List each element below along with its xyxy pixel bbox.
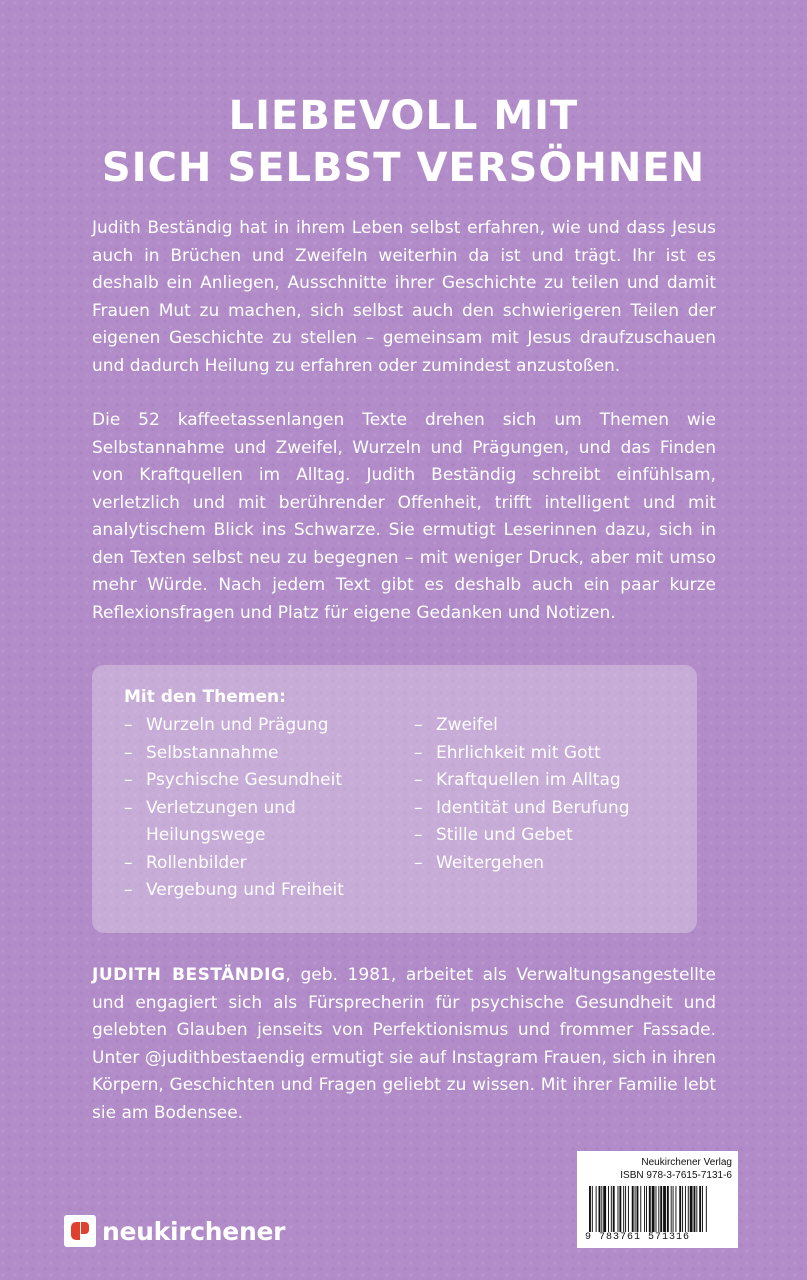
themes-heading: Mit den Themen: [124, 687, 286, 707]
barcode-bar [592, 1186, 593, 1232]
barcode-bar [599, 1186, 601, 1232]
barcode-bar [603, 1186, 606, 1232]
dash-marker: – [414, 825, 423, 845]
barcode-bar [589, 1186, 591, 1232]
dash-marker: – [124, 797, 133, 818]
book-title [0, 90, 807, 194]
theme-item: – Psychische Gesundheit [124, 767, 414, 795]
barcode-bar [649, 1186, 651, 1232]
intro-paragraph: Judith Beständig hat in ihrem Leben selbst erfahren, wie und dass Jesus auch in Brüchen und Zweifeln weiterhin da ist und trägt. Ihr ist es deshalb ein Anliegen, Ausschnitte ihrer Geschichte zu teilen und damit Frauen Mut zu machen, sich selbst auch den schwierigeren Teilen der eigenen Geschichte zu stellen – gemeinsam mit Jesus draufzuschauen und dadurch Heilung zu erfahren oder zumindest anzustoßen. [92, 218, 716, 376]
themes-columns [124, 712, 665, 905]
barcode-bar [660, 1186, 662, 1232]
barcode-bar [635, 1186, 636, 1232]
theme-item: – Wurzeln und Prägung [124, 712, 414, 740]
barcode [585, 1186, 732, 1232]
theme-item: – Identität und Berufung [414, 795, 630, 823]
author-bio [92, 962, 716, 1127]
barcode-bar [658, 1186, 659, 1232]
theme-item: – Ehrlichkeit mit Gott [414, 740, 630, 768]
barcode-bar [628, 1186, 629, 1232]
isbn-publisher: Neukirchener Verlag [641, 1157, 732, 1168]
barcode-bar [637, 1186, 639, 1232]
dash-marker: – [124, 742, 133, 763]
barcode-bar [667, 1186, 669, 1232]
barcode-bar [682, 1186, 683, 1232]
barcode-bar [632, 1186, 634, 1232]
barcode-bars [585, 1186, 732, 1232]
barcode-bar [596, 1186, 597, 1232]
barcode-bar [618, 1186, 619, 1232]
barcode-bar [640, 1186, 641, 1232]
barcode-bar [699, 1186, 701, 1232]
dash-marker: – [124, 770, 133, 790]
dash-marker: – [124, 715, 133, 735]
barcode-bar [696, 1186, 697, 1232]
barcode-bar [601, 1186, 602, 1232]
barcode-bar [673, 1186, 674, 1232]
barcode-bar [702, 1186, 703, 1232]
dash-marker: – [414, 770, 423, 790]
barcode-bar [706, 1186, 707, 1232]
barcode-bar [688, 1186, 689, 1232]
theme-item: – Rollenbilder [124, 850, 414, 878]
theme-item: – Selbstannahme [124, 740, 414, 768]
publisher-logo-text: neukirchener [102, 1216, 286, 1246]
barcode-bar [619, 1186, 621, 1232]
isbn-number: ISBN 978-3-7615-7131-6 [620, 1170, 732, 1181]
theme-item: – Vergebung und Freiheit [124, 877, 414, 905]
barcode-bar [675, 1186, 676, 1232]
title-line-1: LIEBEVOLL MIT [228, 93, 579, 139]
dash-marker: – [414, 715, 423, 735]
theme-item: – Stille und Gebet [414, 822, 630, 850]
themes-list-left [124, 712, 414, 905]
dash-marker: – [414, 742, 423, 763]
barcode-bar [646, 1186, 647, 1232]
description-paragraph: Die 52 kaffeetassenlangen Texte drehen sich um Themen wie Selbstannahme und Zweifel, Wurzeln und Prägungen, und das Finden von Kraftquellen im Alltag. Judith Beständig schreibt einfühlsam, verletzlich und mit berührender Offenheit, trifft intelligent und mit analytischem Blick ins Schwarze. Sie ermutigt Leserinnen dazu, sich in den Texten selbst neu zu begegnen – mit weniger Druck, aber mit umso mehr Würde. Nach jedem Text gibt es deshalb auch ein paar kurze Reflexionsfragen und Platz für eigene Gedanken und Notizen. [92, 410, 716, 623]
barcode-bar [613, 1186, 615, 1232]
barcode-bar [652, 1186, 655, 1232]
themes-box [92, 665, 697, 933]
theme-item: – Zweifel [414, 712, 630, 740]
neukirchener-logo-icon [64, 1215, 96, 1247]
barcode-bar [690, 1186, 693, 1232]
theme-item: – Kraftquellen im Alltag [414, 767, 630, 795]
barcode-bar [644, 1186, 645, 1232]
barcode-digits: 9 783761 571316 [585, 1232, 691, 1243]
theme-item: – Verletzungen und Heilungswege [124, 795, 324, 850]
theme-item: – Weitergehen [414, 850, 630, 878]
barcode-bar [625, 1186, 626, 1232]
author-name: JUDITH BESTÄNDIG [92, 965, 286, 985]
themes-list-right [414, 712, 630, 905]
barcode-bar [608, 1186, 609, 1232]
barcode-bar [679, 1186, 681, 1232]
barcode-bar [663, 1186, 666, 1232]
barcode-bar [611, 1186, 612, 1232]
barcode-bar [671, 1186, 672, 1232]
barcode-bar [685, 1186, 686, 1232]
author-bio-text: , geb. 1981, arbeitet als Verwaltungsangestellte und engagiert sich als Fürsprecherin für psychische Gesundheit und gelebten Glauben jenseits von Perfektionismus und frommer Fassade. Unter @judithbestaendig ermutigt sie auf Instagram Frauen, sich in ihren Körpern, Geschichten und Fragen geliebt zu wissen. Mit ihrer Familie lebt sie am Bodensee. [92, 965, 716, 1123]
barcode-bar [623, 1186, 624, 1232]
publisher-logo [64, 1215, 285, 1247]
barcode-bar [656, 1186, 657, 1232]
title-line-2: SICH SELBST VERSÖHNEN [101, 145, 706, 191]
dash-marker: – [414, 852, 423, 873]
dash-marker: – [414, 797, 423, 818]
barcode-bar [694, 1186, 696, 1232]
isbn-barcode-box [577, 1151, 738, 1248]
dash-marker: – [124, 880, 133, 900]
dash-marker: – [124, 852, 133, 873]
